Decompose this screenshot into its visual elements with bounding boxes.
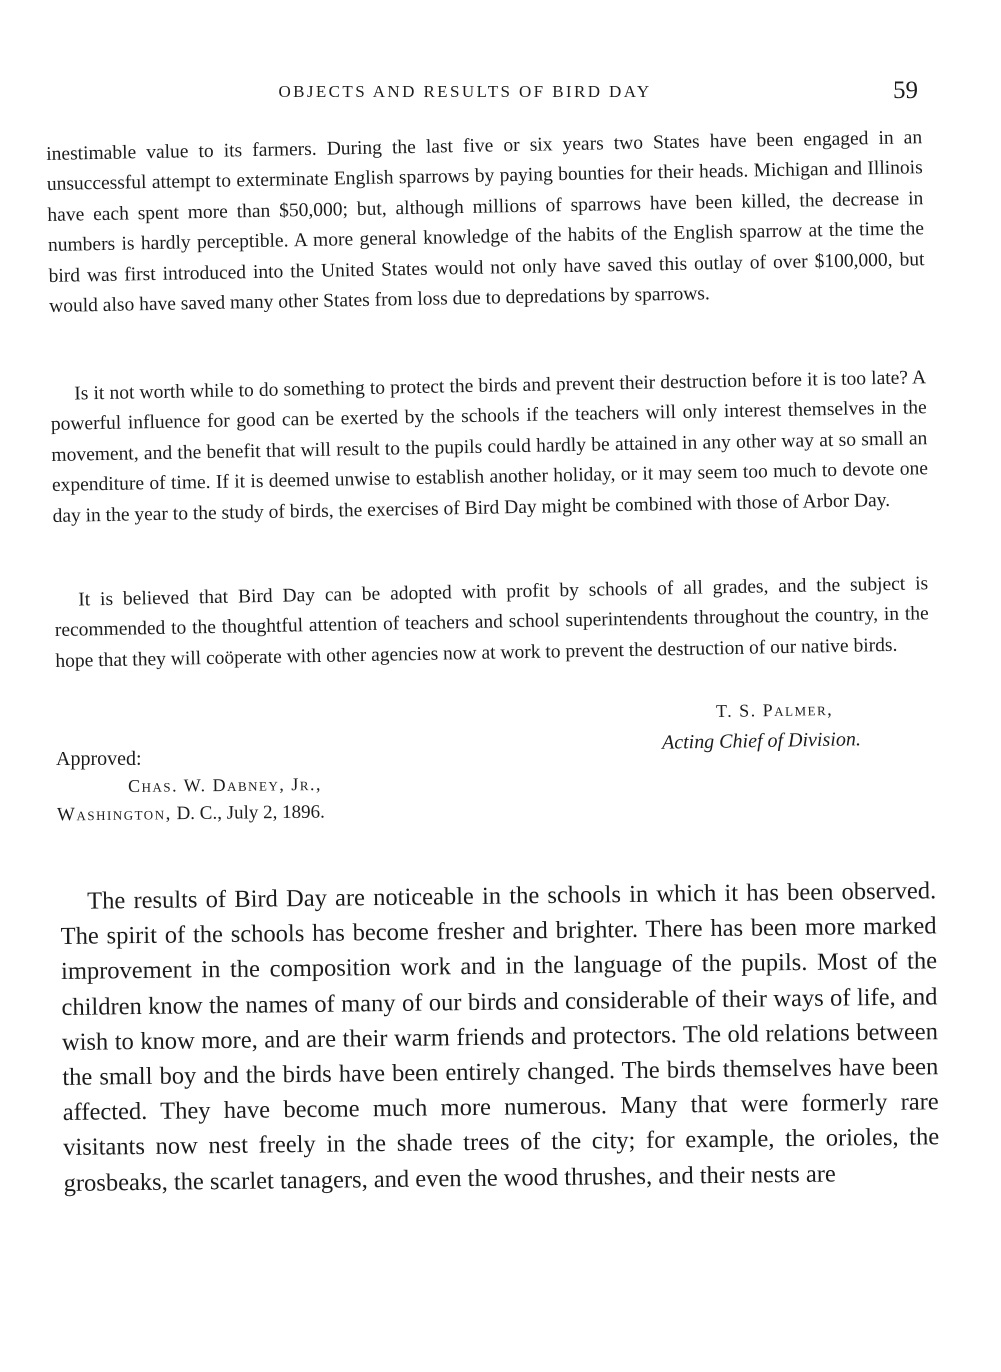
page-number: 59 [893, 77, 918, 104]
approval-place: Washington, [56, 803, 172, 826]
paragraph-protect-birds: Is it not worth while to do something to protect the birds and prevent their destruction before it is too late? A powerful influence for good can be exerted by the schools if the teachers will only interest themselves in the movement, and the benefit that will result to the pupils could hardly be attained in any other way at so small an expenditure of time. If it is deemed unwise to establish another holiday, or it may seem too much to devote one day in the year to the study of birds, the exercises of Bird Day might be combined with those of Arbor Day. [50, 367, 929, 527]
approver-name: Chas. W. Dabney, Jr., [127, 773, 323, 797]
running-head: OBJECTS AND RESULTS OF BIRD DAY [278, 82, 652, 101]
paragraph-adoption: It is believed that Bird Day can be adopted with profit by schools of all grades, and the subject is recommended to the thoughtful attention of teachers and school superintendents throughout the country, in the hope that they will coöperate with other agencies now at work to prevent the destruction of our native birds. [54, 573, 929, 672]
approval-date: D. C., July 2, 1896. [176, 801, 325, 825]
signer-name: T. S. Palmer, [715, 698, 834, 722]
approved-label: Approved: [56, 748, 142, 770]
paragraph-sparrow-bounties: inestimable value to its farmers. During the last five or six years two States have been engaged in an unsuccessful attempt to exterminate English sparrows by paying bounties for their heads. Michigan and Illinois have each spent more than $50,000; but, although millions of sparrows have been killed, the decrease in numbers is hardly perceptible. A more general knowledge of the habits of the English sparrow at the time the bird was first introduced into the United States would not only have saved this outlay of over $100,000, but would also have saved many other States from loss due to depredations by sparrows. [46, 127, 925, 317]
signer-title: Acting Chief of Division. [661, 728, 862, 754]
paragraph-results: The results of Bird Day are noticeable in the schools in which it has been observed. The spirit of the schools has become fresher and brighter. There has been more marked improvement in the composition work and in the language of the pupils. Most of the children know the names of many of our birds and considerable of their ways of life, and wish to know more, and are their warm friends and protectors. The old relations between the small boy and the birds have been entirely changed. The birds themselves have been affected. They have become much more numerous. Many that were formerly rare visitants now nest freely in the shade trees of the city; for example, the orioles, the grosbeaks, the scarlet tanagers, and even the wood thrushes, and their nests are [60, 877, 940, 1197]
approval-place-date [57, 802, 325, 827]
